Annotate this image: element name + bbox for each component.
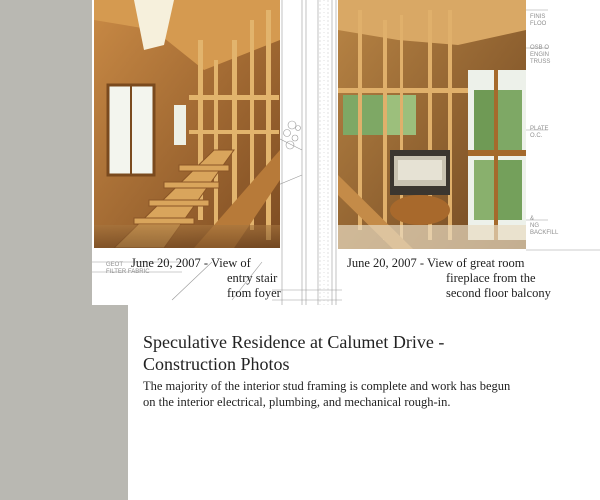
description-line: The majority of the interior stud framing is complete and work has begun (143, 379, 511, 393)
great-room-image (338, 0, 526, 249)
blueprint-note-right-bottom: & NG BACKFILL (530, 216, 559, 236)
caption-date: June 20, 2007 (131, 256, 201, 270)
caption-text: - View of (200, 256, 251, 270)
photo-great-room-fireplace[interactable] (338, 0, 526, 249)
page-title (143, 331, 563, 375)
description-line: on the interior electrical, plumbing, and mechanical rough-in. (143, 395, 451, 409)
caption-text: - View of great room (416, 256, 525, 270)
caption-great-room (347, 256, 551, 301)
description-text (143, 378, 573, 410)
blueprint-note-left: GEOT FILTER FABRIC (106, 262, 150, 275)
caption-entry-stair (131, 256, 281, 301)
blueprint-note-right-top: FINIS FLOO (530, 14, 547, 27)
caption-text: entry stair (227, 271, 278, 285)
blueprint-note-right-mid: OSB O ENGIN TRUSS (530, 45, 551, 65)
page-title-line: Construction Photos (143, 354, 290, 374)
caption-date: June 20, 2007 (347, 256, 417, 270)
entry-stair-image (94, 0, 280, 248)
caption-text: from foyer (227, 286, 281, 300)
page-title-line: Speculative Residence at Calumet Drive - (143, 332, 445, 352)
caption-text: fireplace from the (446, 271, 536, 285)
caption-text: second floor balcony (446, 286, 551, 300)
photo-entry-stair[interactable] (94, 0, 280, 248)
blueprint-note-right-low: PLATE O.C. (530, 126, 549, 139)
